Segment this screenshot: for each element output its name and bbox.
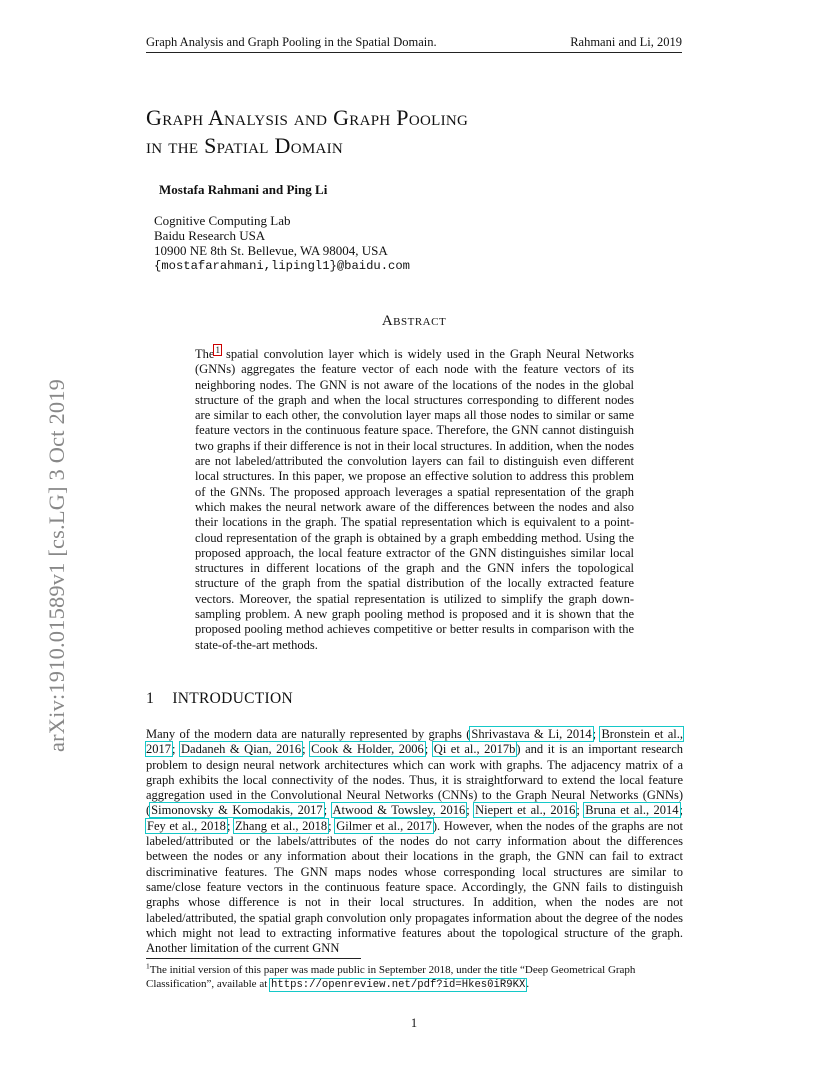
- paper-title: [146, 104, 686, 160]
- intro-text: Many of the modern data are naturally represented by graphs (: [146, 727, 471, 741]
- citation-separator: ;: [592, 727, 601, 741]
- abstract-body: [195, 344, 634, 653]
- authors: Mostafa Rahmani and Ping Li: [159, 182, 328, 197]
- paper-title-line-2: in the Spatial Domain: [146, 133, 344, 158]
- citation-link[interactable]: Fey et al., 2018: [147, 818, 226, 833]
- citation-link[interactable]: Simonovsky & Komodakis, 2017: [151, 803, 323, 818]
- citation-link[interactable]: Qi et al., 2017b: [433, 742, 516, 757]
- footnote-url-link[interactable]: https://openreview.net/pdf?id=Hkes0iR9KX: [271, 979, 526, 991]
- affiliation-email[interactable]: {mostafarahmani,lipingl1}@baidu.com: [154, 258, 410, 273]
- arxiv-id: arXiv:1910.01589v1 [cs.LG] 3 Oct 2019: [44, 378, 69, 752]
- citation-separator: ;: [172, 742, 180, 757]
- footnote-end: .: [526, 978, 530, 990]
- citation-link[interactable]: Bronstein et al., 2017: [146, 727, 683, 757]
- footnote-rule: [146, 958, 361, 959]
- page-number: 1: [410, 1016, 418, 1030]
- abstract-lead: The: [195, 347, 215, 361]
- footnote-text: The initial version of this paper was made public in September 2018, under the title “Deep Geometrical Graph Classification”, available at: [146, 964, 636, 990]
- citation-link[interactable]: Zhang et al., 2018: [235, 818, 328, 833]
- section-heading: [146, 690, 293, 708]
- arxiv-stamp: [28, 292, 69, 752]
- footnote: [146, 963, 683, 992]
- abstract-text: spatial convolution layer which is widely used in the Graph Neural Networks (GNNs) aggregates the feature vector of each node with the feature vectors of its neighboring nodes. The GNN is not aware of the locations of the nodes in the global structure of the graph and when the local structures corresponding to different nodes are similar to each other, the convolution layer maps all those nodes to similar or same feature vectors in the continuous feature space. Therefore, the GNN cannot distinguish two graphs if their difference is not in their local structures. In addition, when the nodes are not labeled/attributed the convolution layers can fail to distinguish even different local structures. In this paper, we propose an effective solution to address this problem of the GNNs. The proposed approach leverages a spatial representation of the graph which makes the neural network aware of the differences between the nodes and also their locations in the graph. The spatial representation which is equivalent to a point-cloud representation of the graph is obtained by a graph embedding method. Using the proposed approach, the local feature extractor of the GNN distinguishes similar local structures in different locations of the graph and the GNN infers the topological structure of the graph from the spatial distribution of the locally extracted feature vectors. Moreover, the spatial representation is utilized to simplify the graph down-sampling problem. A new graph pooling method is proposed and it is shown that the proposed pooling method achieves competitive or better results in comparison with the state-of-the-art methods.: [195, 347, 634, 652]
- intro-text: ). However, when the nodes of the graphs are not labeled/attributed or the labels/attributes of the nodes do not carry information about the differences between the nodes or any information about their locations in the graph, the GNN can fail to extract discriminative features. The GNN maps nodes whose corresponding local structures are similar to same/close feature vectors in the continuous feature space. Accordingly, the GNN fails to distinguish graphs whose difference is not in their local structures. In addition, when the nodes are not labeled/attributed, the spatial graph convolution only propagates information about the degree of the nodes which might not lead to extracting informative features about the topological structure of the graph. Another limitation of the current GNN: [146, 818, 684, 956]
- citation-link[interactable]: Shrivastava & Li, 2014: [471, 727, 592, 741]
- affiliation-org: Baidu Research USA: [154, 228, 266, 244]
- citation-link[interactable]: Cook & Holder, 2006: [311, 742, 424, 757]
- citation-separator: ;: [424, 742, 433, 757]
- citation-separator: ;: [679, 803, 684, 818]
- citation-separator: ;: [576, 803, 585, 818]
- section-number: 1: [146, 690, 155, 707]
- citation-separator: ;: [323, 803, 332, 818]
- paper-title-line-1: Graph Analysis and Graph Pooling: [146, 105, 469, 130]
- footnote-link[interactable]: 1: [215, 344, 220, 355]
- citation-link[interactable]: Bruna et al., 2014: [585, 803, 679, 818]
- citation-link[interactable]: Atwood & Towsley, 2016: [332, 803, 466, 818]
- running-header-title: Graph Analysis and Graph Pooling in the Spatial Domain.: [146, 35, 437, 49]
- citation-separator: ;: [302, 742, 311, 757]
- intro-paragraph: [146, 727, 683, 956]
- running-header-authors: Rahmani and Li, 2019: [570, 35, 682, 49]
- affiliation-lab: Cognitive Computing Lab: [154, 213, 291, 228]
- footnote-number: 1: [146, 961, 150, 971]
- citation-link[interactable]: Gilmer et al., 2017: [336, 818, 432, 833]
- header-rule: [146, 52, 682, 53]
- citation-link[interactable]: Niepert et al., 2016: [475, 803, 576, 818]
- abstract-heading: Abstract: [381, 313, 447, 329]
- affiliation-address: 10900 NE 8th St. Bellevue, WA 98004, USA: [154, 243, 388, 259]
- running-header: [146, 35, 682, 53]
- citation-link[interactable]: Dadaneh & Qian, 2016: [181, 742, 302, 757]
- citation-separator: ;: [226, 818, 235, 833]
- section-title: INTRODUCTION: [172, 690, 294, 707]
- citation-separator: ;: [466, 803, 475, 818]
- affiliation: [154, 213, 410, 274]
- citation-separator: ;: [328, 818, 336, 833]
- intro-text: ) and it is an important research problem to design neural network architectures which can work with graphs. The adjacency matrix of a graph exhibits the local connectivity of the nodes. Thus, it is straightforward to extend the local feature aggregation used in the Convolutional Neural Networks (CNNs) to the Graph Neural Networks (GNNs) (: [146, 742, 683, 818]
